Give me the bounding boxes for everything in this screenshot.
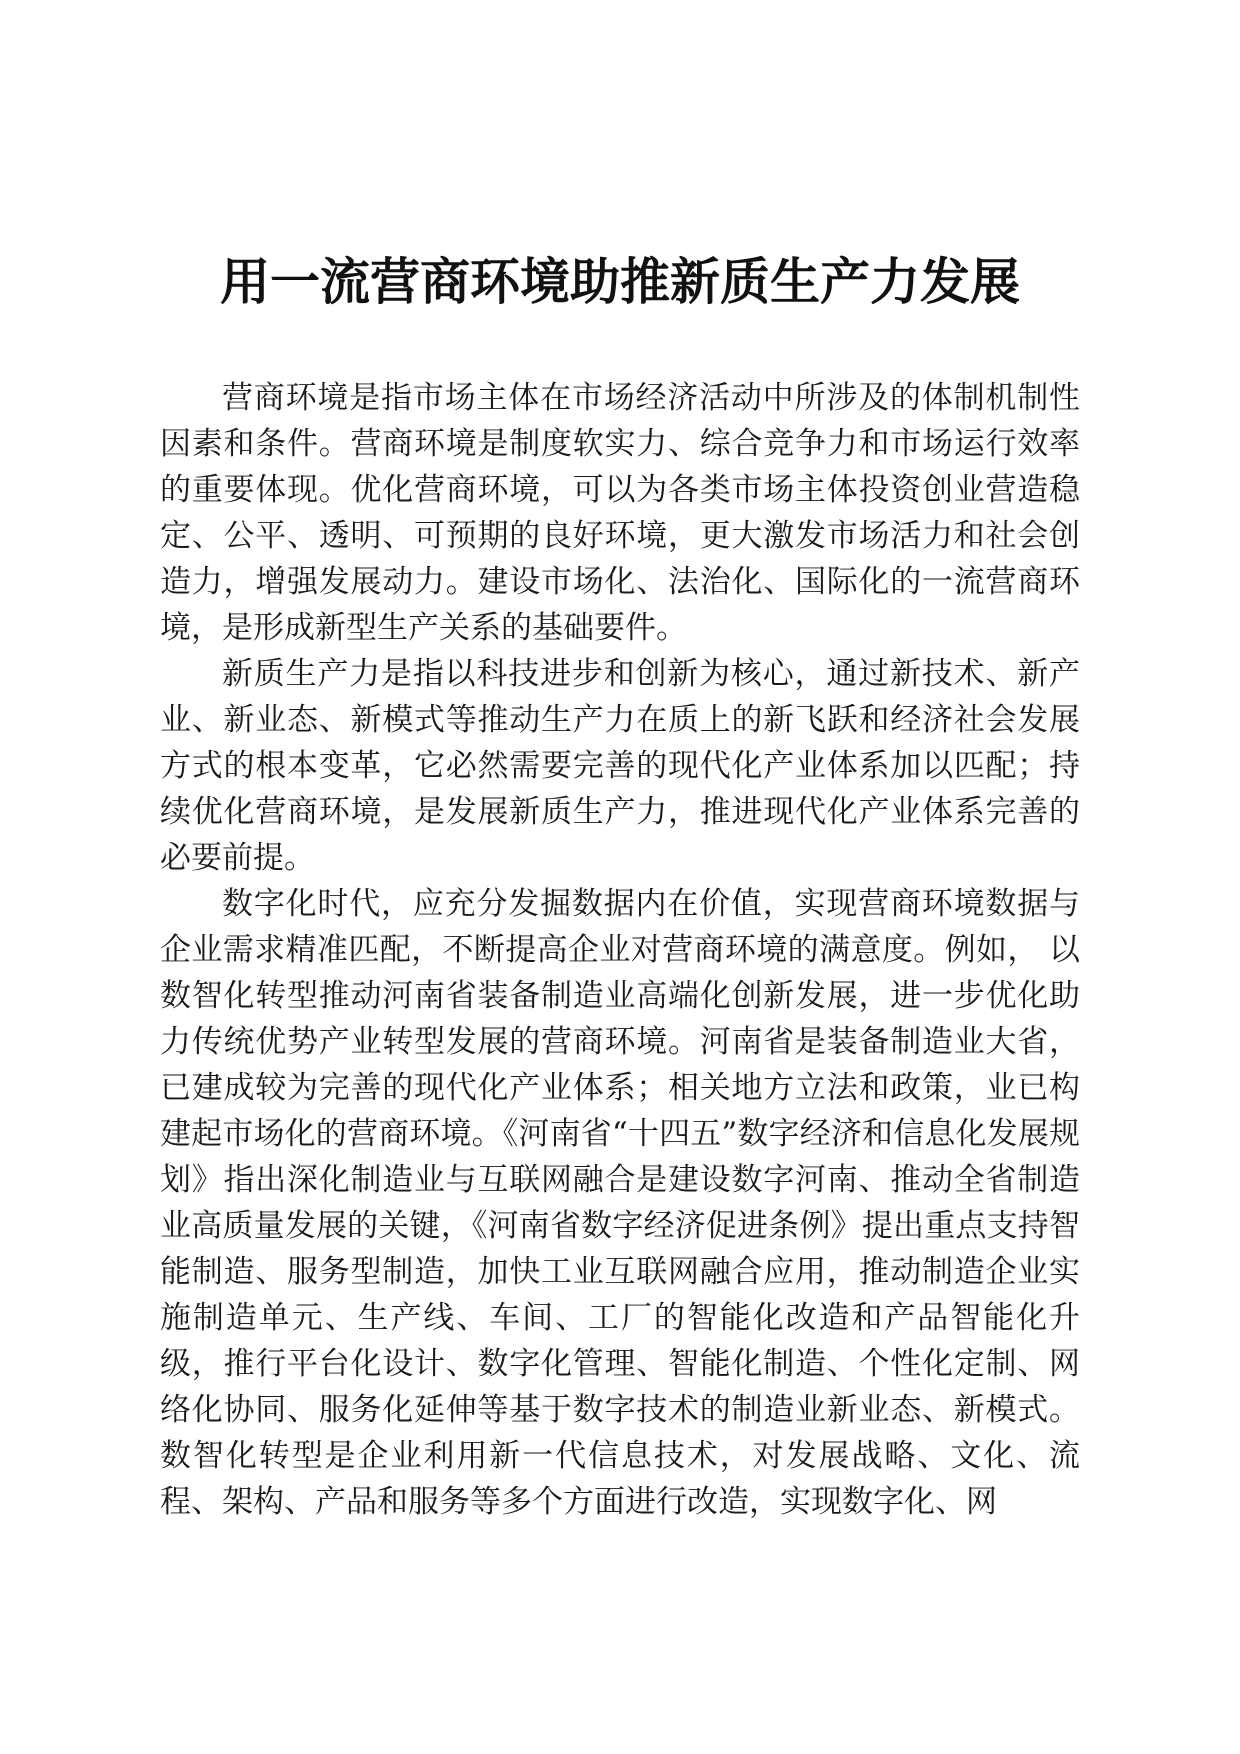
document-body: [160, 375, 1080, 1525]
paragraph-digital-era: 数字化时代，应充分发掘数据内在价值，实现营商环境数据与企业需求精准匹配，不断提高企业对营商环境的满意度。例如， 以数智化转型推动河南省装备制造业高端化创新发展，进一步优化助力传统优势产业转型发展的营商环境。河南省是装备制造业大省，已建成较为完善的现代化产业体系；相关地方立法和政策，业已构建起市场化的营商环境。《河南省“十四五”数字经济和信息化发展规划》指出深化制造业与互联网融合是建设数字河南、推动全省制造业高质量发展的关键，《河南省数字经济促进条例》提出重点支持智能制造、服务型制造，加快工业互联网融合应用，推动制造企业实施制造单元、生产线、车间、工厂的智能化改造和产品智能化升级，推行平台化设计、数字化管理、智能化制造、个性化定制、网络化协同、服务化延伸等基于数字技术的制造业新业态、新模式。数智化转型是企业利用新一代信息技术，对发展战略、文化、流程、架构、产品和服务等多个方面进行改造，实现数字化、网: [160, 886, 1080, 1520]
paragraph-business-environment: 营商环境是指市场主体在市场经济活动中所涉及的体制机制性因素和条件。营商环境是制度软实力、综合竞争力和市场运行效率的重要体现。优化营商环境，可以为各类市场主体投资创业营造稳定、公平、透明、可预期的良好环境，更大激发市场活力和社会创造力，增强发展动力。建设市场化、法治化、国际化的一流营商环境，是形成新型生产关系的基础要件。: [160, 380, 1080, 646]
document-title: 用一流营商环境助推新质生产力发展: [220, 252, 1020, 311]
paragraph-new-productivity: 新质生产力是指以科技进步和创新为核心，通过新技术、新产业、新业态、新模式等推动生产力在质上的新飞跃和经济社会发展方式的根本变革，它必然需要完善的现代化产业体系加以匹配；持续优化营商环境，是发展新质生产力，推进现代化产业体系完善的必要前提。: [160, 656, 1080, 876]
